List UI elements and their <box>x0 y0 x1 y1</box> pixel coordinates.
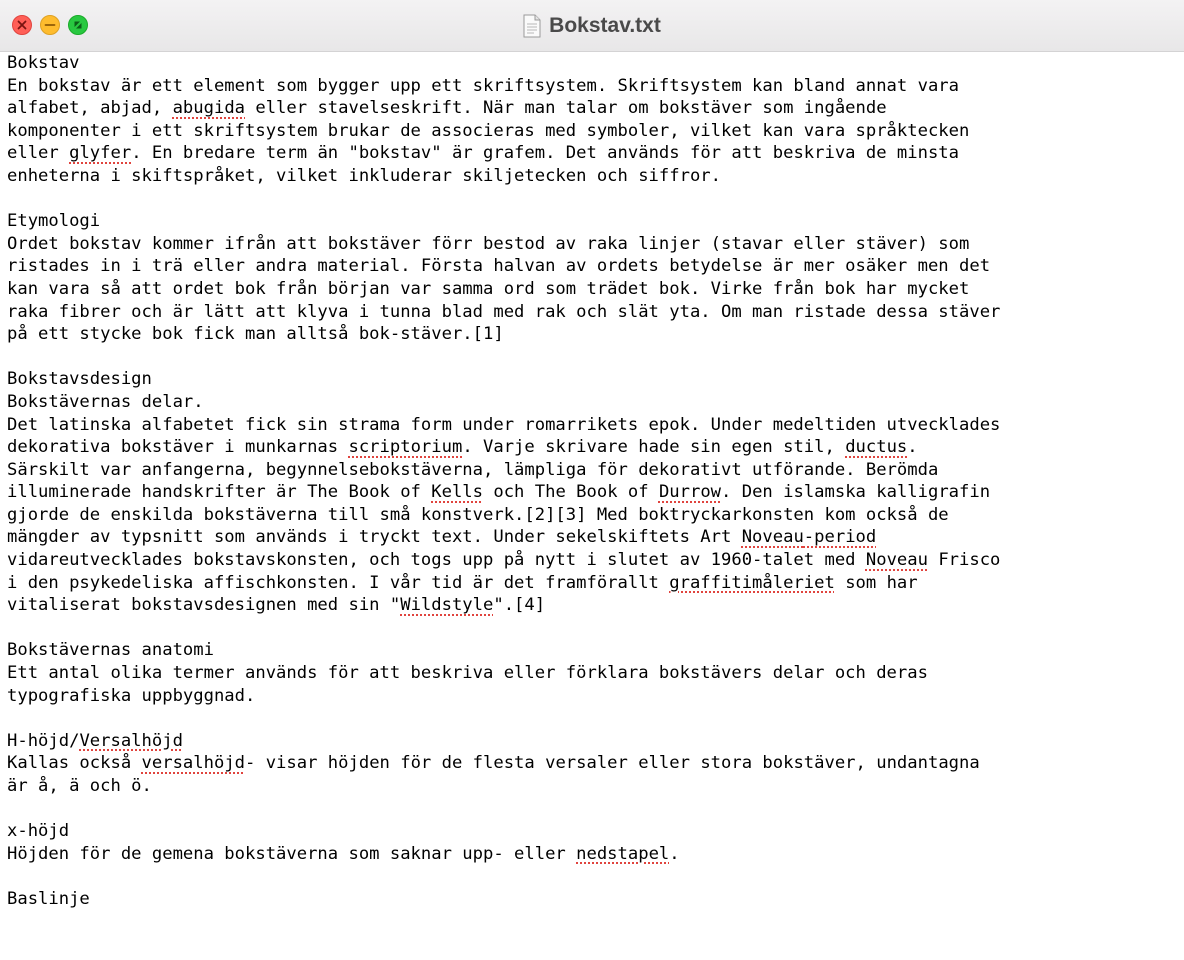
text-line: Bokstav <box>7 53 80 73</box>
text-line: kan vara så att ordet bok från början var samma ord som trädet bok. Virke från bok har mycket <box>7 278 970 299</box>
minimize-button[interactable] <box>40 15 60 35</box>
title-bar[interactable] <box>0 0 1184 52</box>
text-line <box>7 707 1179 730</box>
misspelled-word[interactable]: graffitimåleriet <box>669 572 835 593</box>
text-line: eller glyfer. En bredare term än "bokstav" är grafem. Det används för att beskriva de minsta <box>7 143 960 164</box>
misspelled-word[interactable]: scriptorium <box>348 437 463 458</box>
text-line: raka fibrer och är lätt att klyva i tunna blad med rak och slät yta. Om man ristade dessa stäver <box>7 301 1001 322</box>
text-line: Baslinje <box>7 888 90 909</box>
misspelled-word[interactable]: Noveau <box>865 550 928 571</box>
close-button[interactable] <box>12 15 32 35</box>
text-editor-area[interactable] <box>7 52 1179 960</box>
text-line: Ett antal olika termer används för att beskriva eller förklara bokstävers delar och deras <box>7 663 928 684</box>
text-line: Det latinska alfabetet fick sin strama form under romarrikets epok. Under medeltiden utvecklades <box>7 414 1001 435</box>
misspelled-word[interactable]: Durrow <box>658 482 722 503</box>
misspelled-word[interactable]: Noveau <box>741 527 804 548</box>
text-line: Bokstävernas delar. <box>7 391 204 412</box>
text-line: komponenter i ett skriftsystem brukar de associeras med symboler, vilket kan vara språktecken <box>7 120 970 141</box>
text-line: dekorativa bokstäver i munkarnas scriptorium. Varje skrivare hade sin egen stil, ductus. <box>7 437 918 458</box>
misspelled-word[interactable]: versalhöjd <box>141 753 246 774</box>
text-line: Bokstavsdesign <box>7 369 152 390</box>
text-line: vidareutvecklades bokstavskonsten, och togs upp på nytt i slutet av 1960-talet med Noveau Frisco <box>7 550 1001 571</box>
window-title: Bokstav.txt <box>549 14 661 37</box>
text-line: Särskilt var anfangerna, begynnelsebokstäverna, lämpliga för dekorativt utförande. Berömda <box>7 459 939 480</box>
text-line: enheterna i skiftspråket, vilket inkluderar skiljetecken och siffror. <box>7 165 721 186</box>
minimize-icon <box>41 16 59 34</box>
text-line <box>7 798 1179 821</box>
zoom-icon <box>69 16 87 34</box>
misspelled-word[interactable]: abugida <box>172 98 246 119</box>
text-line: mängder av typsnitt som används i tryckt text. Under sekelskiftets Art Noveau-period <box>7 527 877 548</box>
text-line: gjorde de enskilda bokstäverna till små konstverk.[2][3] Med boktryckarkonsten kom också de <box>7 504 949 525</box>
text-line: Kallas också versalhöjd- visar höjden för de flesta versaler eller stora bokstäver, undantagna <box>7 753 980 774</box>
misspelled-word[interactable]: ductus <box>845 437 908 458</box>
misspelled-word[interactable]: glyfer <box>69 143 132 164</box>
text-line: Höjden för de gemena bokstäverna som saknar upp- eller nedstapel. <box>7 843 680 864</box>
misspelled-word[interactable]: Versalhöjd <box>79 730 183 751</box>
text-line: H-höjd/Versalhöjd <box>7 730 183 751</box>
text-line: alfabet, abjad, abugida eller stavelseskrift. När man talar om bokstäver som ingående <box>7 98 887 119</box>
misspelled-word[interactable]: Kells <box>431 482 484 503</box>
misspelled-word[interactable]: Wildstyle <box>400 595 494 616</box>
title-group <box>0 0 1184 52</box>
text-line <box>7 346 1179 369</box>
text-line <box>7 865 1179 888</box>
misspelled-word[interactable]: nedstapel <box>576 843 670 864</box>
text-line: x-höjd <box>7 821 70 842</box>
text-line: typografiska uppbyggnad. <box>7 685 256 706</box>
text-line: är å, ä och ö. <box>7 776 152 796</box>
text-line <box>7 617 1179 640</box>
misspelled-word[interactable]: Noveau-period <box>741 527 877 548</box>
text-line: illuminerade handskrifter är The Book of Kells och The Book of Durrow. Den islamska kalligrafin <box>7 482 991 503</box>
zoom-button[interactable] <box>68 15 88 35</box>
text-line: på ett stycke bok fick man alltså bok-stäver.[1] <box>7 324 504 345</box>
text-line: i den psykedeliska affischkonsten. I vår tid är det framförallt graffitimåleriet som har <box>7 572 918 593</box>
text-line: En bokstav är ett element som bygger upp ett skriftsystem. Skriftsystem kan bland annat vara <box>7 75 959 96</box>
text-line: ristades in i trä eller andra material. Första halvan av ordets betydelse är mer osäker men det <box>7 256 991 277</box>
close-icon <box>13 16 31 34</box>
text-line: Ordet bokstav kommer ifrån att bokstäver förr bestod av raka linjer (stavar eller stäver) som <box>7 233 970 254</box>
text-line <box>7 188 1179 211</box>
text-line: vitaliserat bokstavsdesignen med sin "Wildstyle".[4] <box>7 595 546 616</box>
document-icon <box>523 14 541 38</box>
text-line: Etymologi <box>7 211 101 232</box>
text-line: Bokstävernas anatomi <box>7 640 214 661</box>
